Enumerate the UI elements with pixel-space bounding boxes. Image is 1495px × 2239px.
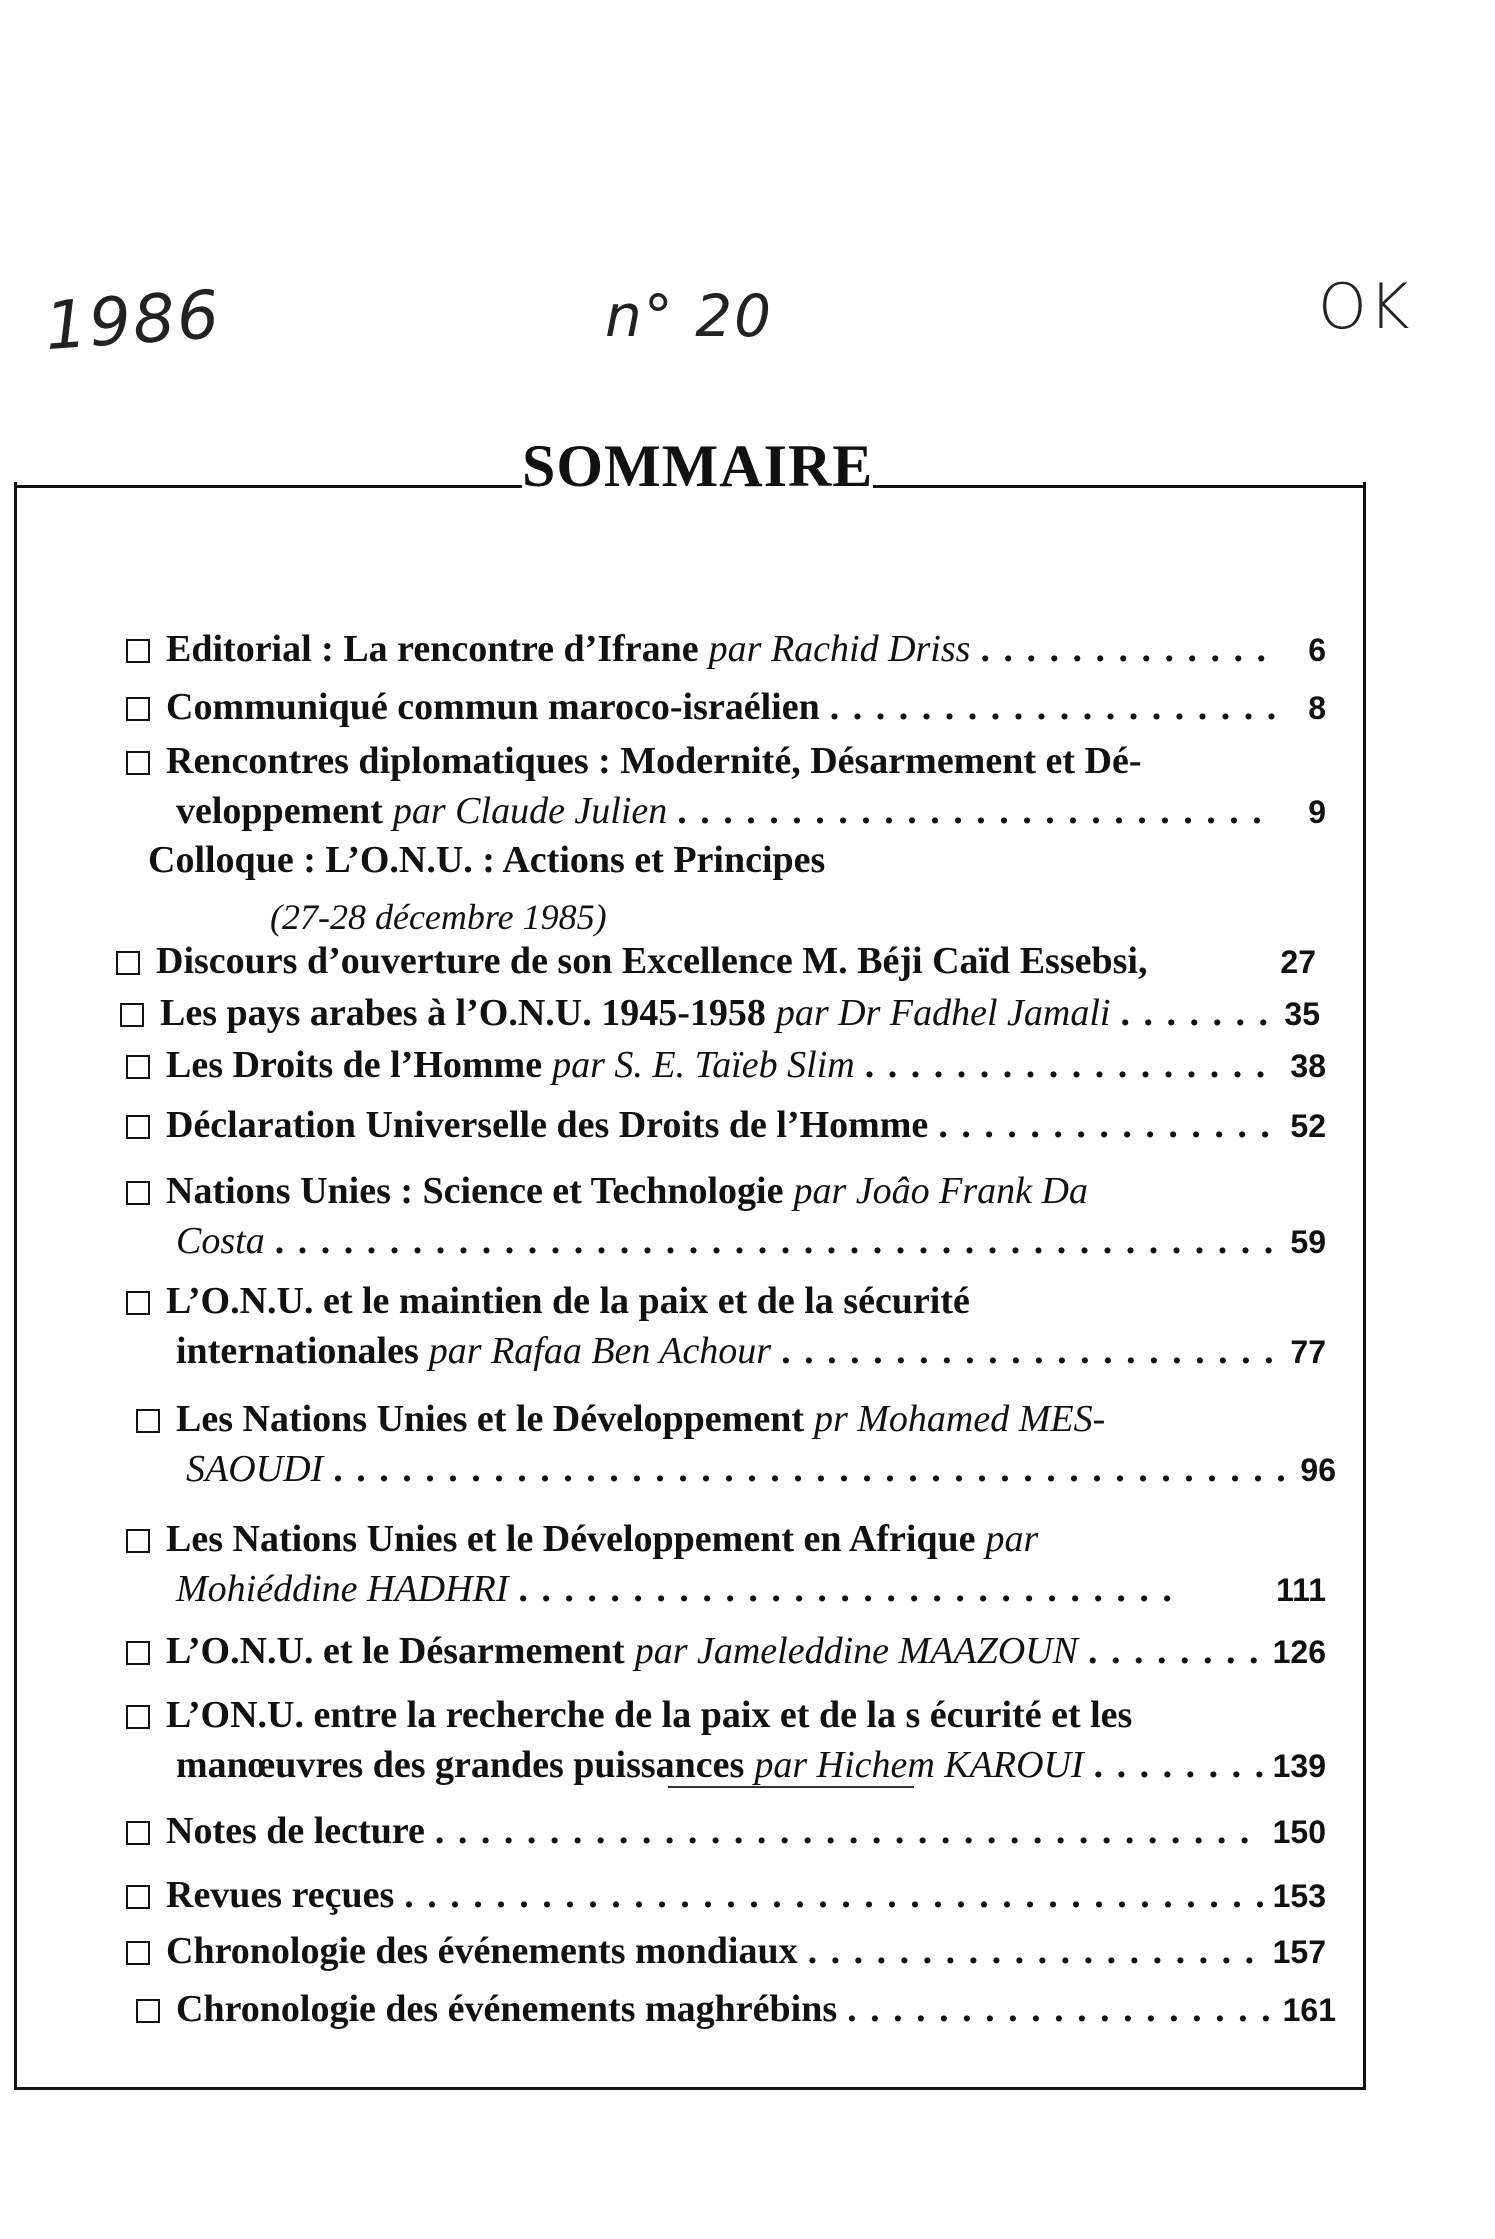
- leader-dots: [808, 1926, 1263, 1976]
- checkbox-icon: [126, 751, 150, 775]
- title-row: [14, 428, 1366, 499]
- entry-title: L’ON.U. entre la recherche de la paix et de la s écurité et les: [166, 1694, 1133, 1736]
- checkbox-icon: [126, 1529, 150, 1553]
- leader-dots: [404, 1870, 1262, 1920]
- toc-entry-developpement[interactable]: [136, 1394, 1336, 1495]
- entry-title: Les Nations Unies et le Développement: [176, 1398, 804, 1440]
- toc-entry-grandes-puissances[interactable]: [126, 1690, 1326, 1791]
- checkbox-icon: [126, 1941, 150, 1965]
- entry-title: Nations Unies : Science et Technologie: [166, 1170, 784, 1212]
- entry-author: par S. E. Taïeb Slim: [552, 1044, 855, 1086]
- handwritten-issue-number: n° 20: [605, 282, 773, 350]
- page-title: SOMMAIRE: [522, 433, 874, 499]
- checkbox-icon: [126, 1181, 150, 1205]
- entry-author-cont: Mohiéddine HADHRI: [176, 1568, 509, 1610]
- entry-author: par Claude Julien: [392, 790, 668, 832]
- entry-page: 153: [1272, 1878, 1326, 1914]
- leader-dots: [333, 1444, 1286, 1494]
- checkbox-icon: [126, 1821, 150, 1845]
- entry-author: pr Mohamed MES-: [813, 1398, 1106, 1440]
- entry-title: Les pays arabes à l’O.N.U. 1945-1958: [160, 992, 766, 1034]
- checkbox-icon: [126, 697, 150, 721]
- leader-dots: [865, 1040, 1276, 1090]
- checkbox-icon: [126, 1885, 150, 1909]
- checkbox-icon: [126, 1641, 150, 1665]
- entry-page: 6: [1308, 632, 1326, 668]
- leader-dots: [518, 1564, 1186, 1614]
- entry-author: par Joâo Frank Da: [793, 1170, 1088, 1212]
- entry-title: Rencontres diplomatiques : Modernité, Désarmement et Dé-: [166, 740, 1142, 782]
- toc-entry-communique[interactable]: [126, 682, 1326, 733]
- entry-page: 150: [1272, 1814, 1326, 1850]
- checkbox-icon: [136, 1409, 160, 1433]
- entry-page: 52: [1290, 1108, 1326, 1144]
- toc-entry-discours[interactable]: [116, 936, 1316, 987]
- checkbox-icon: [126, 639, 150, 663]
- entry-title: Revues reçues: [166, 1874, 395, 1916]
- leader-dots: [1120, 988, 1270, 1038]
- toc-entry-droits-homme[interactable]: [126, 1040, 1326, 1091]
- leader-dots: [435, 1806, 1263, 1856]
- leader-dots: [1088, 1626, 1263, 1676]
- entry-title-cont: veloppement: [176, 790, 383, 832]
- toc-entry-pays-arabes[interactable]: [120, 988, 1320, 1039]
- entry-page: 59: [1290, 1224, 1326, 1260]
- entry-page: 157: [1272, 1934, 1326, 1970]
- leader-dots: [938, 1100, 1276, 1150]
- handwritten-check-mark: OK: [1318, 270, 1412, 343]
- entry-title: Chronologie des événements mondiaux: [166, 1930, 798, 1972]
- entry-title: Editorial : La rencontre d’Ifrane: [166, 628, 699, 670]
- entry-title: Chronologie des événements maghrébins: [176, 1988, 838, 2030]
- entry-page: 161: [1282, 1992, 1336, 2028]
- entry-author: par Hichem KAROUI: [754, 1744, 1084, 1786]
- decorative-rule: [668, 1786, 914, 1788]
- toc-entry-science[interactable]: [126, 1166, 1326, 1267]
- entry-title: Notes de lecture: [166, 1810, 425, 1852]
- toc-entry-revues[interactable]: [126, 1870, 1326, 1921]
- entry-title: Déclaration Universelle des Droits de l’Homme: [166, 1104, 929, 1146]
- entry-page: 9: [1308, 794, 1326, 830]
- leader-dots: [781, 1326, 1276, 1376]
- checkbox-icon: [126, 1115, 150, 1139]
- entry-title: Discours d’ouverture de son Excellence M. Béji Caïd Essebsi,: [156, 940, 1148, 982]
- entry-page: 96: [1300, 1452, 1336, 1488]
- checkbox-icon: [126, 1055, 150, 1079]
- entry-page: 8: [1308, 690, 1326, 726]
- entry-page: 139: [1272, 1748, 1326, 1784]
- entry-author: par: [985, 1518, 1039, 1560]
- entry-page: 126: [1272, 1634, 1326, 1670]
- entry-title-cont: manœuvres des grandes puissances: [176, 1744, 745, 1786]
- checkbox-icon: [120, 1003, 144, 1027]
- leader-dots: [980, 624, 1276, 674]
- handwritten-year: 1986: [42, 275, 224, 366]
- entry-author-cont: Costa: [176, 1220, 265, 1262]
- toc-entry-declaration[interactable]: [126, 1100, 1326, 1151]
- colloque-date: (27-28 décembre 1985): [270, 897, 607, 937]
- checkbox-icon: [136, 1999, 160, 2023]
- toc-entry-rencontres[interactable]: [126, 736, 1326, 837]
- toc-entry-chronologie-maghrebins[interactable]: [136, 1984, 1336, 2035]
- entry-author-cont: SAOUDI: [186, 1448, 324, 1490]
- entry-author: par Dr Fadhel Jamali: [775, 992, 1111, 1034]
- checkbox-icon: [116, 951, 140, 975]
- entry-title: L’O.N.U. et le maintien de la paix et de la sécurité: [166, 1280, 970, 1322]
- leader-dots: [1094, 1740, 1263, 1790]
- entry-author: par Rafaa Ben Achour: [428, 1330, 772, 1372]
- entry-title: Les Droits de l’Homme: [166, 1044, 543, 1086]
- toc-entry-editorial[interactable]: [126, 624, 1326, 675]
- colloque-heading: Colloque : L’O.N.U. : Actions et Principes: [148, 839, 826, 881]
- leader-dots: [847, 1984, 1272, 2034]
- entry-page: 38: [1290, 1048, 1326, 1084]
- checkbox-icon: [126, 1705, 150, 1729]
- leader-dots: [677, 786, 1276, 836]
- toc-entry-maintien-paix[interactable]: [126, 1276, 1326, 1377]
- entry-page: 35: [1284, 996, 1320, 1032]
- leader-dots: [275, 1216, 1276, 1266]
- toc-entry-desarmement[interactable]: [126, 1626, 1326, 1677]
- entry-page: 111: [1276, 1572, 1326, 1608]
- leader-dots: [830, 682, 1276, 732]
- entry-author: par Rachid Driss: [708, 628, 971, 670]
- entry-title: Les Nations Unies et le Développement en Afrique: [166, 1518, 976, 1560]
- entry-page: 77: [1290, 1334, 1326, 1370]
- entry-page: 27: [1280, 944, 1316, 980]
- toc-entry-notes-lecture[interactable]: [126, 1806, 1326, 1857]
- checkbox-icon: [126, 1291, 150, 1315]
- entry-title: L’O.N.U. et le Désarmement: [166, 1630, 625, 1672]
- entry-title-cont: internationales: [176, 1330, 419, 1372]
- toc-entry-chronologie-mondiaux[interactable]: [126, 1926, 1326, 1977]
- entry-title: Communiqué commun maroco-israélien: [166, 686, 820, 728]
- entry-author: par Jameleddine MAAZOUN: [634, 1630, 1078, 1672]
- toc-entry-afrique[interactable]: [126, 1514, 1326, 1615]
